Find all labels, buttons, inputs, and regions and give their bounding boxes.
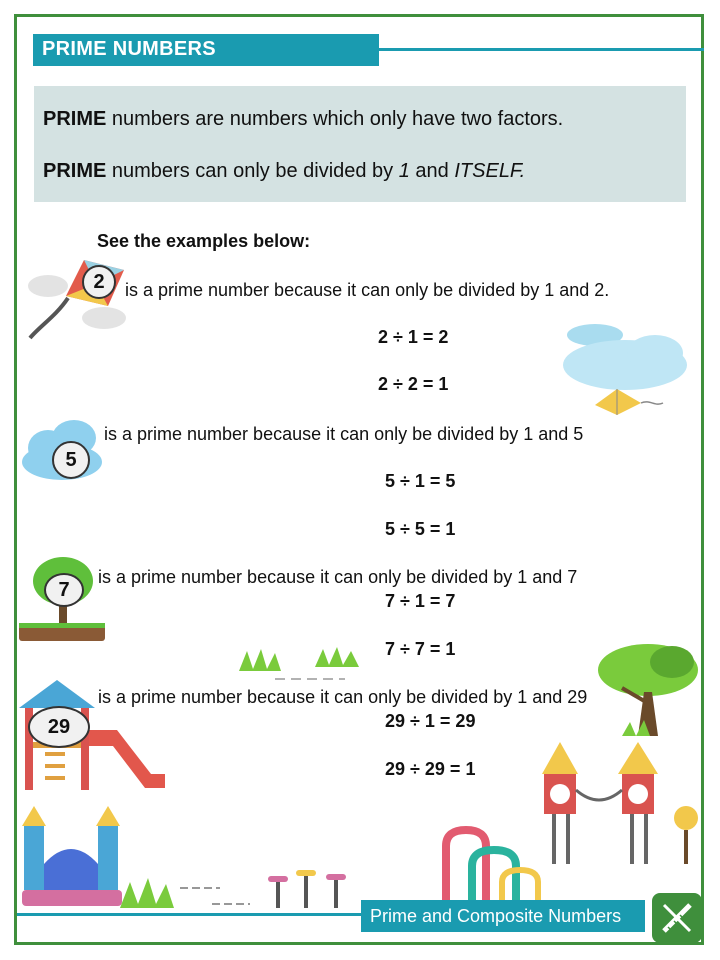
definition-line-2 — [43, 160, 525, 183]
division-equation: 7 ÷ 1 = 7 — [385, 591, 456, 611]
definition-text: numbers are numbers which only have two factors. — [106, 108, 564, 130]
page-title: PRIME NUMBERS — [42, 38, 216, 60]
division-equation: 2 ÷ 1 = 2 — [378, 327, 449, 347]
division-equation: 5 ÷ 1 = 5 — [385, 471, 456, 491]
definition-line-1 — [43, 108, 563, 131]
grass-icon — [120, 868, 370, 914]
grass-icon — [235, 645, 375, 685]
example-sentence: is a prime number because it can only be divided by 1 and 5 — [104, 424, 584, 444]
footer-rule — [17, 913, 361, 916]
cloud-icon — [555, 323, 690, 415]
bouncy-castle-icon — [20, 804, 130, 910]
number-badge: 7 — [44, 573, 84, 607]
division-equation: 7 ÷ 7 = 1 — [385, 639, 456, 659]
definition-emphasis: ITSELF. — [454, 160, 526, 182]
number-badge: 5 — [52, 441, 90, 479]
examples-heading: See the examples below: — [97, 231, 311, 251]
definition-text: numbers can only be divided by — [106, 160, 399, 182]
tree-icon — [592, 642, 702, 742]
example-sentence: is a prime number because it can only be divided by 1 and 7 — [98, 567, 578, 587]
division-equation: 2 ÷ 2 = 1 — [378, 374, 449, 394]
title-rule — [379, 48, 704, 51]
division-equation: 5 ÷ 5 = 1 — [385, 519, 456, 539]
example-sentence: is a prime number because it can only be divided by 1 and 29 — [98, 687, 588, 707]
number-badge: 29 — [28, 706, 90, 748]
definition-box — [34, 86, 686, 202]
division-equation: 29 ÷ 29 = 1 — [385, 759, 476, 779]
footer-title: Prime and Composite Numbers — [370, 906, 622, 926]
pencil-ruler-icon — [652, 893, 702, 943]
worksheet-logo-icon — [652, 893, 702, 943]
division-equation: 29 ÷ 1 = 29 — [385, 711, 476, 731]
definition-keyword: PRIME — [43, 160, 107, 182]
example-sentence: is a prime number because it can only be divided by 1 and 2. — [125, 280, 610, 300]
playground-tower-icon — [538, 740, 708, 870]
number-badge: 2 — [82, 265, 116, 299]
definition-emphasis: 1 — [398, 160, 410, 182]
arch-icon — [440, 826, 550, 902]
definition-keyword: PRIME — [43, 108, 107, 130]
definition-text: and — [409, 160, 455, 182]
